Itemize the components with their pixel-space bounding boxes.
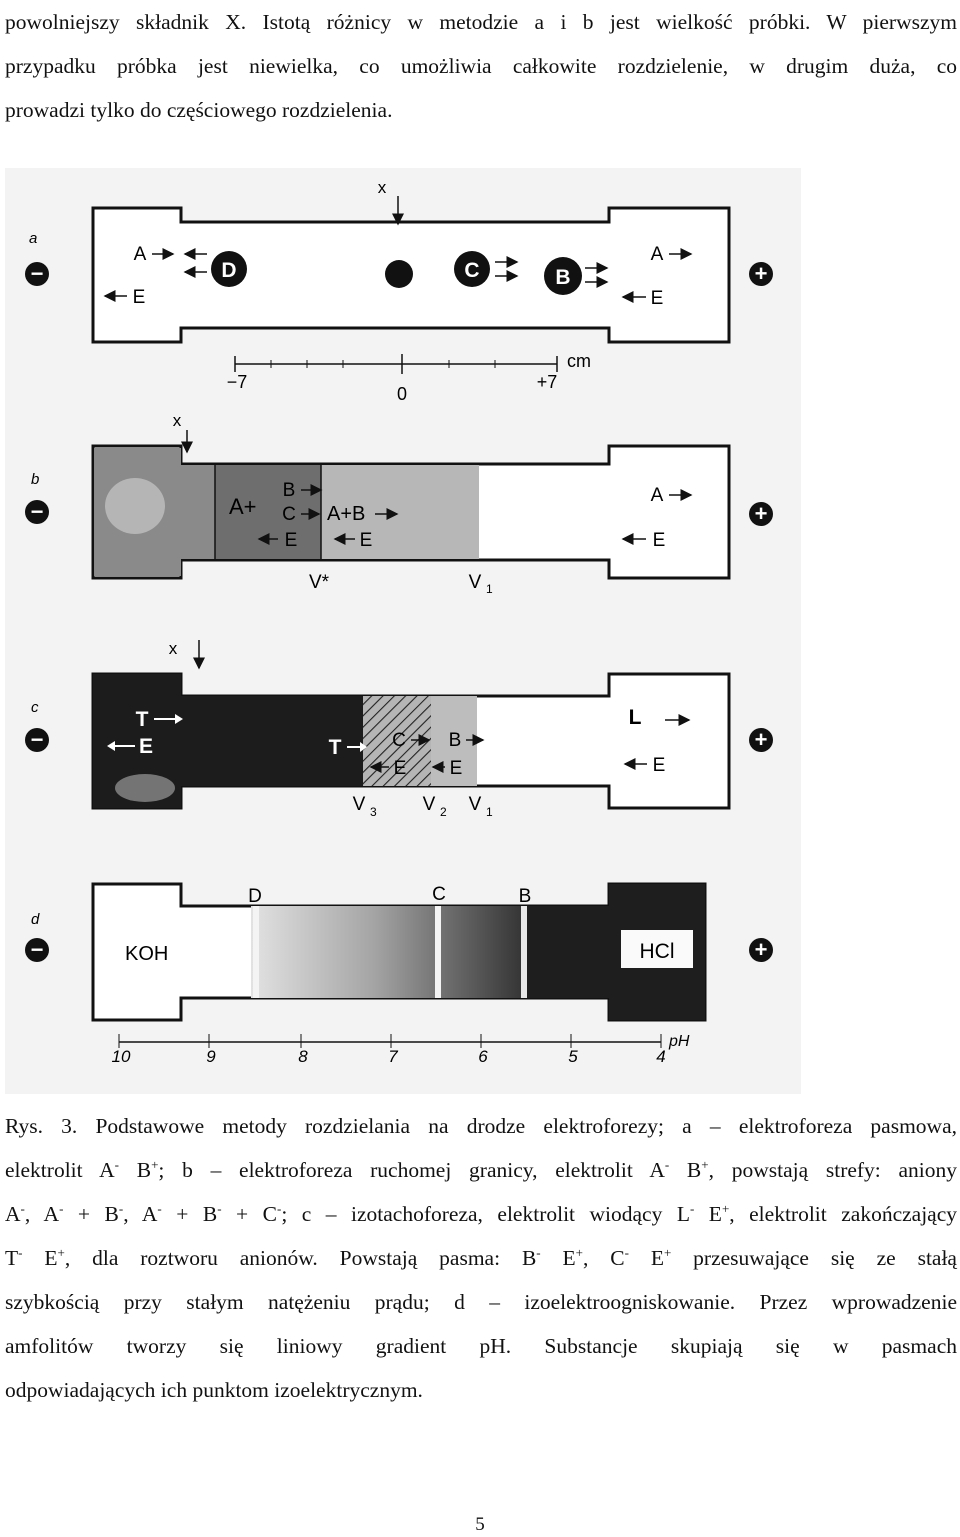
band-b <box>521 906 527 998</box>
text-line: prowadzi tylko do częściowego rozdzielenia. <box>5 98 393 122</box>
caption-text: A <box>5 1202 21 1226</box>
superscript: - <box>18 1245 23 1260</box>
zone-label: B <box>282 480 296 501</box>
band-c <box>435 906 441 998</box>
zone-label: B <box>448 730 462 751</box>
caption-text: B <box>119 1158 152 1182</box>
zone-label: E <box>652 755 666 776</box>
zone-label: E <box>138 735 154 758</box>
boundary-label: V <box>468 572 482 593</box>
band-label: B <box>518 886 532 907</box>
superscript: - <box>689 1201 695 1216</box>
ph-tick-label: 5 <box>568 1047 578 1066</box>
plus-label: + <box>754 261 768 286</box>
caption-line <box>5 1148 957 1192</box>
band-label: D <box>248 886 262 907</box>
ph-tick-label: 9 <box>206 1047 216 1066</box>
zone-texture <box>105 478 165 534</box>
spot-label: D <box>221 259 237 282</box>
minus-label: − <box>30 261 44 286</box>
band-d <box>253 906 259 998</box>
ion-label: A <box>650 244 664 265</box>
superscript: + <box>151 1157 159 1172</box>
text-line: powolniejszy składnik X. Istotą różnicy w metodzie a i b jest wielkość próbki. W pierwszym <box>5 10 957 34</box>
minus-label: − <box>30 937 44 962</box>
caption-text: + B <box>161 1202 218 1226</box>
spot-label: C <box>464 259 480 282</box>
minus-label: − <box>30 499 44 524</box>
scale-unit: cm <box>567 351 591 371</box>
superscript: + <box>663 1245 672 1260</box>
zone-label: E <box>449 758 463 779</box>
ion-label: A <box>133 244 147 265</box>
superscript: - <box>624 1245 629 1260</box>
sample-marker: x <box>377 178 387 197</box>
superscript: - <box>20 1201 25 1216</box>
caption-text: B <box>669 1158 702 1182</box>
zone-label: T <box>135 708 149 731</box>
page-number: 5 <box>475 1514 485 1535</box>
ph-unit: pH <box>669 1033 690 1050</box>
zone-label: E <box>393 758 407 779</box>
caption-line <box>5 1236 957 1280</box>
ion-label: E <box>652 530 666 551</box>
zone-label: C <box>392 730 406 751</box>
hcl-label: HCl <box>639 940 675 963</box>
caption-text: elektrolit A <box>5 1158 115 1182</box>
plus-label: + <box>754 727 768 752</box>
sample-spot <box>385 260 413 288</box>
superscript: - <box>59 1201 64 1216</box>
superscript: - <box>157 1201 162 1216</box>
superscript: - <box>664 1157 670 1172</box>
caption-text: Rys. 3. Podstawowe metody rozdzielania na drodze elektroforezy; a – elektroforeza pasmowa, <box>5 1114 957 1138</box>
electrophoresis-figure <box>5 168 801 1094</box>
ph-tick-label: 8 <box>298 1047 308 1066</box>
caption-text: T <box>5 1246 19 1270</box>
caption-text: + B <box>63 1202 119 1226</box>
minus-label: − <box>30 727 44 752</box>
ph-tick-label: 4 <box>656 1047 666 1066</box>
ph-tick-label: 10 <box>111 1047 131 1066</box>
caption-text: , dla roztworu anionów. Powstają pasma: B <box>64 1246 537 1270</box>
scale-label: −7 <box>226 372 248 392</box>
boundary-subscript: 3 <box>370 805 377 819</box>
leading-label: L <box>628 706 642 729</box>
caption-text: E <box>22 1246 58 1270</box>
zone-texture <box>115 774 175 802</box>
ion-label: E <box>132 287 146 308</box>
panel-letter: c <box>31 699 39 716</box>
zone-label: A+B <box>327 503 366 525</box>
caption-text: + C <box>221 1202 277 1226</box>
boundary-label: V* <box>308 572 330 593</box>
caption-line: odpowiadających ich punktom izoelektrycznym. <box>5 1378 423 1402</box>
superscript: + <box>575 1245 583 1260</box>
boundary-label: V <box>468 794 482 815</box>
superscript: - <box>276 1201 282 1216</box>
superscript: + <box>701 1157 709 1172</box>
boundary-subscript: 1 <box>486 582 493 596</box>
caption-text: ; c – izotachoforeza, elektrolit wiodący L <box>281 1202 690 1226</box>
zone-acidic <box>525 906 609 998</box>
panel-letter: a <box>29 230 38 247</box>
intro-paragraph <box>5 0 957 132</box>
boundary-subscript: 1 <box>486 805 493 819</box>
boundary-label: V <box>352 794 366 815</box>
scale-label: +7 <box>536 372 558 392</box>
caption-line: amfolitów tworzy się liniowy gradient pH. Substancje skupiają się w pasmach <box>5 1334 957 1358</box>
boundary-label: V <box>422 794 436 815</box>
boundary-subscript: 2 <box>440 805 447 819</box>
zone-label: C <box>282 504 296 525</box>
panel-letter: d <box>31 911 40 928</box>
ph-gradient <box>251 906 525 998</box>
caption-text: przesuwające się ze stałą <box>671 1246 957 1270</box>
superscript: - <box>118 1201 124 1216</box>
superscript: + <box>721 1201 730 1216</box>
ion-label: A <box>650 485 664 506</box>
caption-text: ; b – elektroforeza ruchomej granicy, elektrolit A <box>158 1158 665 1182</box>
zone-label: A+ <box>229 494 257 519</box>
ion-label: E <box>650 288 664 309</box>
koh-label: KOH <box>125 943 169 965</box>
caption-text: , C <box>582 1246 625 1270</box>
ph-tick-label: 7 <box>388 1047 398 1066</box>
ph-tick-label: 6 <box>478 1047 488 1066</box>
figure-caption <box>5 1104 957 1412</box>
caption-text: E <box>694 1202 722 1226</box>
scale-label: 0 <box>396 384 408 404</box>
caption-line <box>5 1192 957 1236</box>
superscript: - <box>114 1157 120 1172</box>
sample-marker: x <box>172 411 182 430</box>
superscript: - <box>536 1245 541 1260</box>
caption-text: , elektrolit zakończający <box>729 1202 958 1226</box>
superscript: + <box>57 1245 65 1260</box>
sample-marker: x <box>168 639 178 658</box>
caption-line: szybkością przy stałym natężeniu prądu; d – izoelektroogniskowanie. Przez wprowadzenie <box>5 1290 957 1314</box>
spot-label: B <box>555 266 571 289</box>
plus-label: + <box>754 937 768 962</box>
caption-text: E <box>540 1246 576 1270</box>
panel-letter: b <box>31 471 40 488</box>
caption-text: , powstają strefy: aniony <box>708 1158 958 1182</box>
caption-text: E <box>628 1246 664 1270</box>
superscript: - <box>217 1201 222 1216</box>
caption-text: , A <box>123 1202 158 1226</box>
text-line: przypadku próbka jest niewielka, co umożliwia całkowite rozdzielenie, w drugim duża, co <box>5 54 957 78</box>
zone-label: T <box>328 736 342 759</box>
zone-label: E <box>284 530 298 551</box>
plus-label: + <box>754 501 768 526</box>
zone-label: E <box>359 530 373 551</box>
caption-text: , A <box>24 1202 60 1226</box>
band-label: C <box>432 884 446 905</box>
caption-line <box>5 1104 957 1148</box>
